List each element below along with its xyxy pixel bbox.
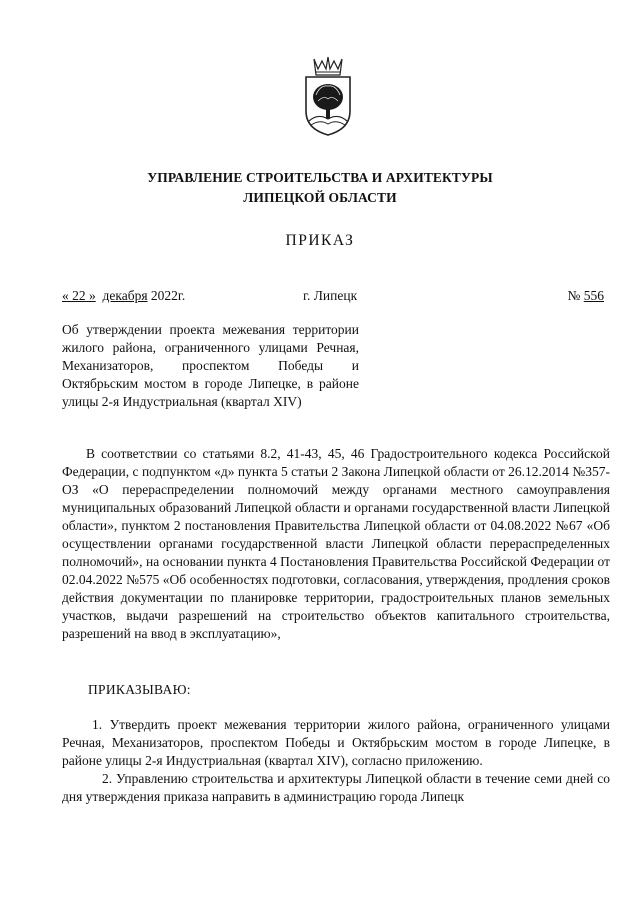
order-items <box>62 716 610 806</box>
number-prefix: № <box>567 288 581 303</box>
document-city: г. Липецк <box>303 288 358 303</box>
number-value: 556 <box>583 288 604 303</box>
date-month: декабря <box>102 288 148 303</box>
organization-line-2: ЛИПЕЦКОЙ ОБЛАСТИ <box>243 190 397 205</box>
document-subject: Об утверждении проекта межевания территории жилого района, ограниченного улицами Речная, Механизаторов, проспектом Победы и Октябрьским мостом в городе Липецке, в районе улицы 2-я Индустриальная (квартал XIV) <box>62 322 359 409</box>
order-heading: ПРИКАЗЫВАЮ: <box>88 682 191 697</box>
date-day: « 22 » <box>62 288 96 303</box>
date-year: 2022г. <box>150 288 186 303</box>
document-date <box>62 287 185 305</box>
organization-name <box>60 168 580 208</box>
organization-line-1: УПРАВЛЕНИЕ СТРОИТЕЛЬСТВА И АРХИТЕКТУРЫ <box>147 170 493 185</box>
order-item-1: 1. Утвердить проект межевания территории жилого района, ограниченного улицами Речная, Механизаторов, проспектом Победы и Октябрьским мостом в городе Липецке, в районе улицы 2-я Индустриальная (квартал XIV), согласно приложению. <box>62 717 610 768</box>
document-type: ПРИКАЗ <box>285 232 355 249</box>
coat-of-arms-icon <box>300 55 356 137</box>
order-item-2: 2. Управлению строительства и архитектуры Липецкой области в течение семи дней со дня утверждения приказа направить в администрацию города Липецк <box>62 771 610 804</box>
document-number <box>567 287 604 305</box>
preamble-paragraph: В соответствии со статьями 8.2, 41-43, 45, 46 Градостроительного кодекса Российской Федерации, с подпунктом «д» пункта 5 статьи 2 Закона Липецкой области от 26.12.2014 №357-ОЗ «О перераспределении полномочий между органами местного самоуправления муниципальных образований Липецкой области и органами государственной власти Липецкой области», пунктом 2 постановления Правительства Липецкой области от 04.08.2022 №67 «Об осуществлении органами государственной власти Липецкой области перераспределенных полномочий», на основании пункта 4 Постановления Правительства Российской Федерации от 02.04.2022 №575 «Об особенностях подготовки, согласования, утверждения, продления сроков действия документации по планировке территории, градостроительных планов земельных участков, выдачи разрешений на строительство объектов капитального строительства, разрешений на ввод в эксплуатацию», <box>62 446 610 641</box>
